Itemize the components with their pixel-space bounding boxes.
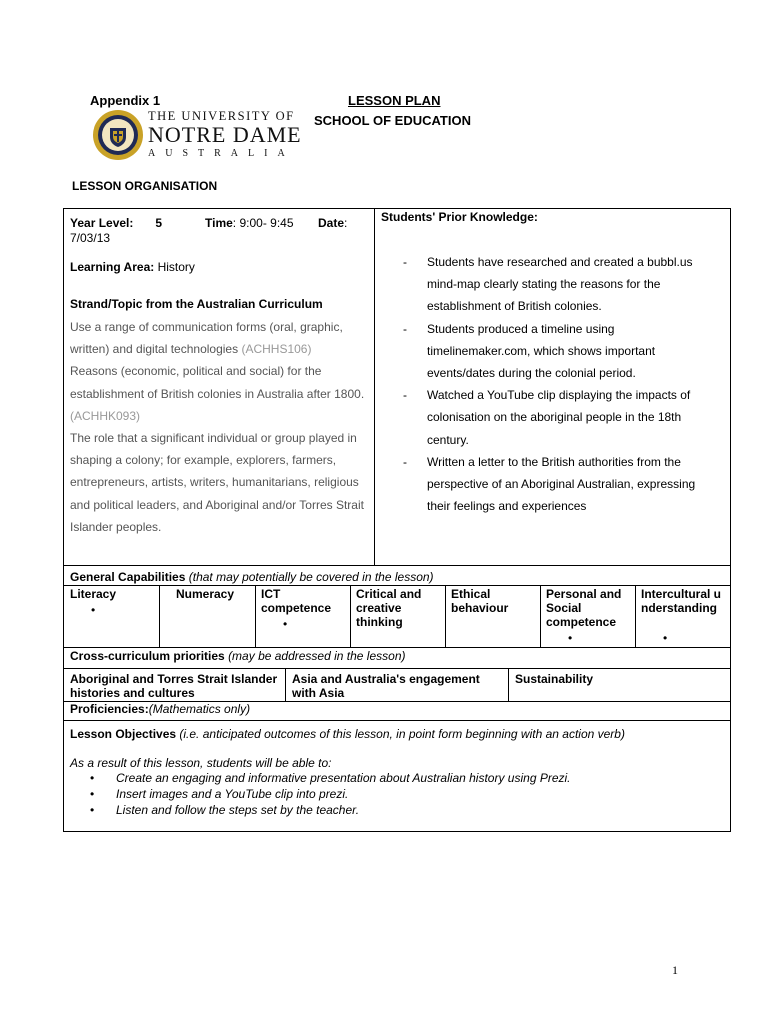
list-item (403, 384, 719, 451)
list-item (90, 786, 710, 802)
capability-personal-social: Personal and Social competence (546, 587, 622, 629)
bullet-icon: • (568, 631, 573, 645)
lesson-objectives-heading-row (70, 727, 625, 741)
list-item (403, 451, 719, 518)
general-capabilities-heading: General Capabilities (70, 570, 186, 584)
date-value: 7/03/13 (70, 231, 111, 245)
list-item (403, 318, 719, 385)
year-level-label: Year Level: (70, 216, 134, 230)
lesson-date (318, 216, 347, 230)
document-subtitle: SCHOOL OF EDUCATION (314, 113, 471, 128)
bullet-icon: • (90, 771, 95, 785)
priority-aboriginal-torres-strait: Aboriginal and Torres Strait Islander histories and cultures (70, 672, 278, 700)
year-level (70, 216, 162, 230)
time-value: : 9:00- 9:45 (232, 216, 294, 230)
dash-marker: - (403, 388, 407, 403)
list-item (403, 251, 719, 318)
university-seal-icon (92, 108, 144, 162)
learning-area (70, 260, 195, 274)
logo-line-1: THE UNIVERSITY OF (148, 109, 295, 123)
dash-marker: - (403, 454, 407, 469)
list-item-text: Watched a YouTube clip displaying the impacts of colonisation on the aboriginal people in the 18th century. (427, 388, 691, 447)
bullet-icon: • (90, 803, 95, 817)
priority-sustainability: Sustainability (515, 672, 594, 686)
list-item (90, 802, 710, 818)
capability-ict: ICT competence (261, 587, 332, 615)
proficiencies-note: (Mathematics only) (148, 702, 251, 716)
objective-text: Create an engaging and informative presentation about Australian history using Prezi. (116, 771, 571, 785)
general-capabilities-note: (that may potentially be covered in the lesson) (188, 570, 434, 584)
capability-numeracy: Numeracy (176, 587, 235, 601)
date-colon: : (344, 216, 348, 230)
page-number: 1 (672, 963, 678, 977)
objectives-list (90, 770, 710, 818)
dash-marker: - (403, 255, 407, 269)
university-logo (92, 108, 302, 162)
appendix-label: Appendix 1 (90, 93, 161, 108)
document-title: LESSON PLAN (348, 93, 441, 108)
curriculum-text: The role that a significant individual or group played in shaping a colony; for example, explorers, farmers, entrepreneurs, artists, writers, humanitarians, religious and political leaders, and Aboriginal and/or Torres Strait Islander peoples. (70, 431, 364, 534)
bullet-icon: • (283, 617, 288, 631)
cross-curriculum-note: (may be addressed in the lesson) (228, 649, 406, 663)
logo-line-3: AUSTRALIA (148, 148, 295, 159)
curriculum-descriptions (70, 316, 366, 538)
lesson-objectives-heading: Lesson Objectives (70, 727, 177, 741)
prior-knowledge-heading: Students' Prior Knowledge: (381, 210, 538, 224)
capability-ethical: Ethical behaviour (451, 587, 509, 615)
section-heading: LESSON ORGANISATION (72, 179, 218, 193)
list-item-text: Written a letter to the British authorities from the perspective of an Aboriginal Australian, expressing their feelings and experiences (427, 454, 696, 514)
cross-curriculum-row (70, 649, 406, 663)
objective-text: Insert images and a YouTube clip into prezi. (116, 787, 349, 801)
time-label: Time (205, 216, 233, 230)
lesson-time (205, 216, 294, 230)
general-capabilities-row (70, 570, 434, 584)
objective-text: Listen and follow the steps set by the teacher. (116, 803, 360, 817)
capability-intercultural: Intercultural understanding (641, 587, 722, 615)
priority-asia: Asia and Australia's engagement with Asia (292, 672, 480, 700)
cross-curriculum-heading: Cross-curriculum priorities (70, 649, 225, 663)
curriculum-text: Use a range of communication forms (oral, graphic, written) and digital technologies (70, 320, 343, 357)
curriculum-code: (ACHHK093) (70, 408, 141, 423)
learning-area-label: Learning Area: (70, 260, 155, 274)
bullet-icon: • (91, 603, 96, 617)
objectives-intro: As a result of this lesson, students will be able to: (70, 756, 332, 770)
curriculum-text: Reasons (economic, political and social) for the establishment of British colonies in Australia after 1800. (70, 364, 365, 401)
year-level-value: 5 (155, 216, 163, 230)
dash-marker: - (403, 321, 407, 336)
learning-area-value: History (157, 260, 195, 274)
bullet-icon: • (90, 787, 95, 801)
prior-knowledge-list (403, 251, 719, 517)
strand-heading: Strand/Topic from the Australian Curriculum (70, 297, 323, 311)
capability-literacy: Literacy (70, 587, 117, 601)
list-item-text: Students have researched and created a bubbl.us mind-map clearly stating the reasons for the establishment of British colonies. (427, 255, 693, 314)
date-label: Date (318, 216, 345, 230)
list-item-text: Students produced a timeline using timelinemaker.com, which shows important events/dates during the colonial period. (427, 321, 656, 381)
lesson-objectives-note: (i.e. anticipated outcomes of this lesson, in point form beginning with an action verb) (179, 727, 625, 741)
proficiencies-row (70, 702, 250, 716)
list-item (90, 770, 710, 786)
capability-critical-thinking: Critical and creative thinking (356, 587, 422, 629)
logo-line-2: NOTRE DAME (148, 122, 302, 147)
proficiencies-label: Proficiencies: (70, 702, 149, 716)
curriculum-code: (ACHHS106) (241, 342, 312, 357)
bullet-icon: • (663, 631, 668, 645)
